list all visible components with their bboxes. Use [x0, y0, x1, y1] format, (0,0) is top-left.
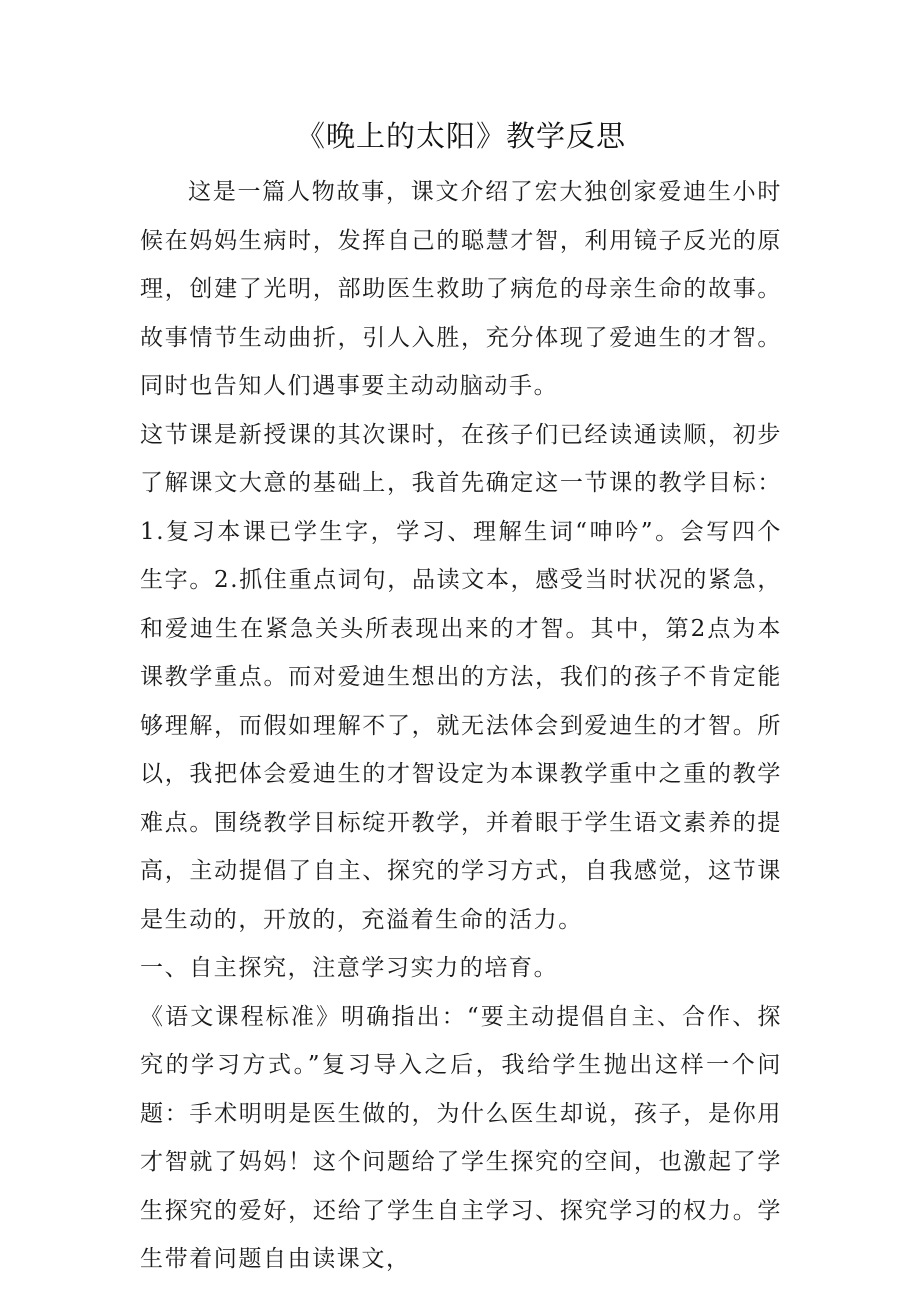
section-heading-autonomous-inquiry: 一、自主探究，注意学习实力的培育。: [140, 955, 559, 981]
paragraph-curriculum-standard: 《语文课程标准》明确指出：“要主动提倡自主、合作、探究的学习方式。”复习导入之后，我给学生抛出这样一个问题：手术明明是医生做的，为什么医生却说，孩子，是你用才智就了妈妈！这个问题给了学生探究的空间，也激起了学生探究的爱好，还给了学生自主学习、探究学习的权力。学生带着问题自由读课文，: [140, 1003, 782, 1272]
document-body: [140, 168, 782, 1284]
paragraph-intro: 这是一篇人物故事，课文介绍了宏大独创家爱迪生小时候在妈妈生病时，发挥自己的聪慧才智，利用镜子反光的原理，创建了光明，部助医生救助了病危的母亲生命的故事。故事情节生动曲折，引人入胜，充分体现了爱迪生的才智。同时也告知人们遇事要主动动脑动手。: [140, 179, 782, 399]
paragraph-lesson-goals: 这节课是新授课的其次课时，在孩子们已经读通读顺，初步了解课文大意的基础上，我首先确定这一节课的教学目标：1.复习本课已学生字，学习、理解生词“呻吟”。会写四个生字。2.抓住重点词句，品读文本，感受当时状况的紧急，和爱迪生在紧急关头所表现出来的才智。其中，第2点为本课教学重点。而对爱迪生想出的方法，我们的孩子不肯定能够理解，而假如理解不了，就无法体会到爱迪生的才智。所以，我把体会爱迪生的才智设定为本课教学重中之重的教学难点。围绕教学目标绽开教学，并着眼于学生语文素养的提高，主动提倡了自主、探究的学习方式，自我感觉，这节课是生动的，开放的，充溢着生命的活力。: [140, 421, 782, 933]
document-title: 《晚上的太阳》教学反思: [295, 119, 626, 153]
